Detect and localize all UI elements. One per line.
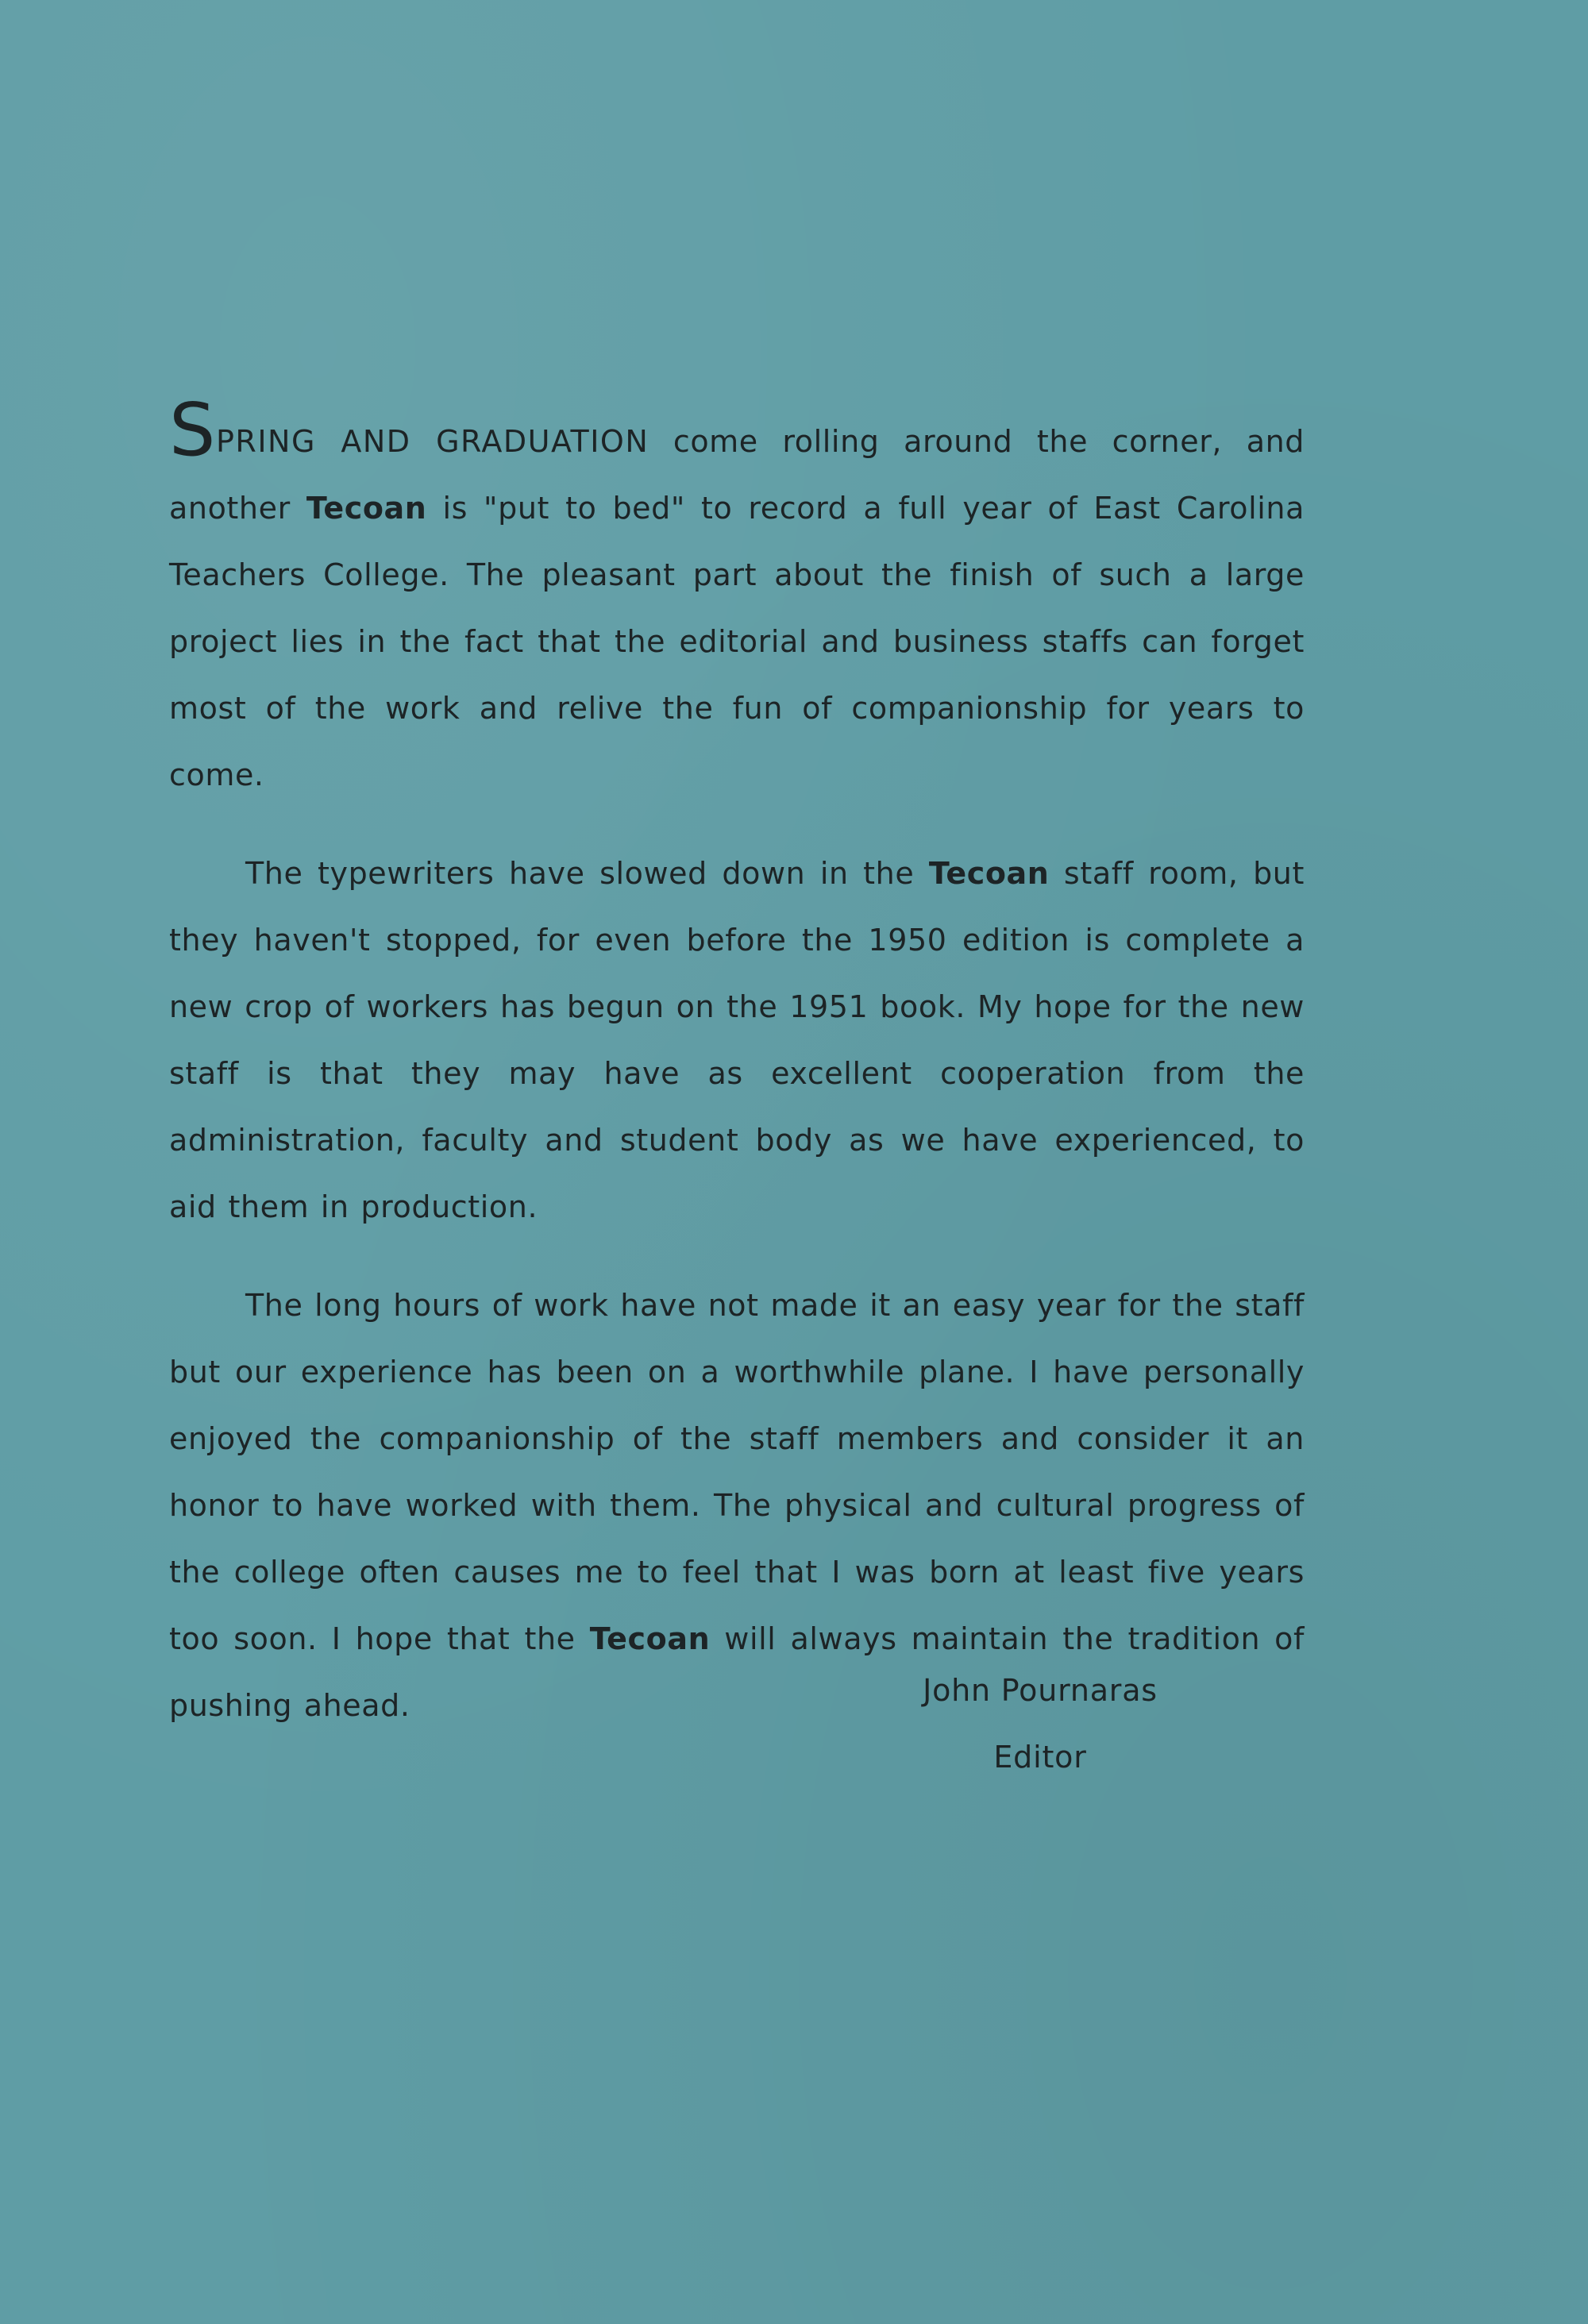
tecoan-title: Tecoan	[306, 491, 427, 526]
tecoan-title: Tecoan	[589, 1621, 711, 1656]
editor-letter	[169, 387, 1305, 1739]
drop-cap: S	[169, 387, 216, 472]
paragraph-2-text-b: staff room, but they haven't stopped, for even before the 1950 edition is complete a new crop of workers has begun on the 1951 book. My hope for the new staff is that they may have as excellent cooperation from the administration, faculty and student body as we have experienced, to aid them in production.	[169, 856, 1305, 1224]
paragraph-3-text-a: The long hours of work have not made it an easy year for the staff but our experience has been on a worthwhile plane. I have personally enjoyed the companionship of the staff members and consider it an honor to have worked with them. The physical and cultural progress of the college often causes me to feel that I was born at least five years too soon. I hope that the	[169, 1288, 1305, 1656]
signature-block	[917, 1657, 1163, 1790]
paragraph-3-text-b: will always maintain the tradition of pushing ahead.	[169, 1621, 1305, 1723]
paragraph-1-text-a: come rolling around the corner, and another	[169, 424, 1305, 526]
opening-caps: PRING AND GRADUATION	[216, 424, 649, 459]
signature-name: John Pournaras	[923, 1673, 1158, 1708]
signature-title: Editor	[993, 1740, 1087, 1775]
paragraph-2-text-a: The typewriters have slowed down in the	[245, 856, 929, 891]
paragraph-2	[169, 840, 1305, 1240]
paragraph-1-text-b: is "put to bed" to record a full year of East Carolina Teachers College. The pleasant part about the finish of such a large project lies in the fact that the editorial and business staffs can forget most of the work and relive the fun of companionship for years to come.	[169, 491, 1305, 792]
tecoan-title: Tecoan	[928, 856, 1050, 891]
paragraph-1	[169, 387, 1305, 808]
